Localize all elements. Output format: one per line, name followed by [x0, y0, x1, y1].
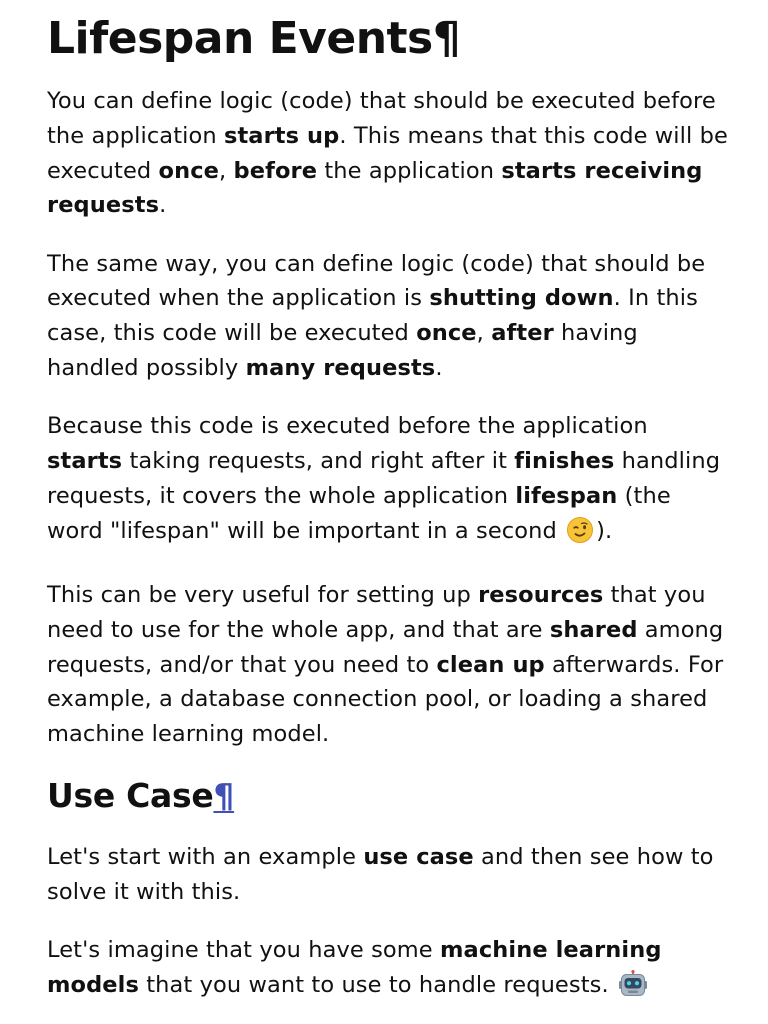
text-run: The same way, you can define logic (code) that should be executed when the application is	[47, 250, 706, 312]
text-run: You can define logic (code) that should be executed before the application	[47, 88, 716, 149]
text-run: and then see how to solve it with this.	[47, 844, 714, 905]
text-run: .	[159, 192, 167, 219]
bold-text: finishes	[514, 448, 615, 475]
robot-face-icon	[618, 970, 648, 1009]
bold-text: starts receiving requests	[47, 157, 703, 219]
bold-text: starts	[47, 448, 123, 475]
bold-text: once	[158, 157, 220, 184]
text-run: that you want to use to handle requests.	[138, 971, 616, 998]
bold-text: machine learning models	[47, 937, 662, 998]
text-run: . In this case, this code will be executed	[47, 285, 698, 347]
text-run: handling requests, it covers the whole application	[47, 448, 721, 509]
heading-permalink[interactable]: ¶	[213, 776, 235, 816]
paragraph-ml-models	[47, 933, 728, 1009]
text-run: ,	[219, 157, 234, 184]
text-run: .	[435, 355, 443, 382]
bold-text: many requests	[245, 355, 436, 382]
bold-text: after	[491, 320, 554, 347]
paragraph-resources	[47, 578, 728, 752]
page-title	[47, 0, 728, 68]
bold-text: lifespan	[515, 482, 618, 509]
text-run: ,	[476, 320, 492, 347]
text-run: the application	[317, 157, 502, 184]
text-run: Let's imagine that you have some	[47, 937, 441, 964]
text-run: afterwards. For example, a database connection pool, or loading a shared machine learning model.	[47, 651, 724, 748]
bold-text: before	[233, 157, 318, 184]
bold-text: starts up	[223, 122, 340, 149]
section-heading-text: Use Case	[47, 776, 214, 816]
text-run: This can be very useful for setting up	[47, 582, 479, 609]
section-heading-use-case	[47, 774, 728, 818]
paragraph-lifespan	[47, 409, 728, 554]
text-run: taking requests, and right after it	[122, 448, 515, 475]
bold-text: clean up	[436, 651, 545, 678]
text-run: ).	[596, 517, 613, 544]
text-run: that you need to use for the whole app, and that are	[47, 582, 706, 643]
paragraph-use-case	[47, 840, 728, 910]
bold-text: use case	[363, 844, 474, 871]
paragraph-startup	[47, 84, 728, 223]
winking-face-icon	[566, 516, 594, 555]
text-run: (the word "lifespan" will be important in a second	[47, 482, 671, 544]
bold-text: once	[416, 320, 477, 347]
text-run: having handled possibly	[47, 320, 638, 382]
text-run: Let's start with an example	[47, 844, 364, 871]
bold-text: shared	[549, 616, 638, 643]
paragraph-shutdown	[47, 247, 728, 386]
bold-text: resources	[478, 582, 604, 609]
heading-permalink[interactable]: ¶	[432, 13, 461, 64]
bold-text: shutting down	[429, 285, 614, 312]
page-title-text: Lifespan Events	[47, 13, 433, 64]
text-run: . This means that this code will be executed	[47, 122, 728, 184]
text-run: Because this code is executed before the application	[47, 413, 648, 440]
text-run: among requests, and/or that you need to	[47, 616, 724, 678]
